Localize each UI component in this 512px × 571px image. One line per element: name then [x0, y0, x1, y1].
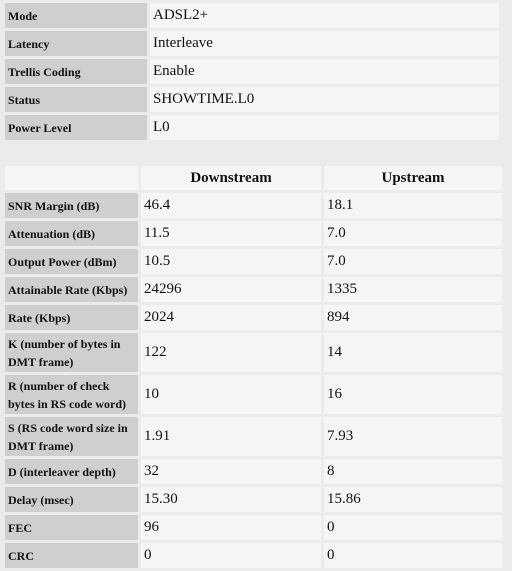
delay-downstream: 15.30 — [141, 487, 321, 512]
trellis-coding-value: Enable — [150, 59, 499, 84]
mode-label: Mode — [5, 3, 147, 28]
stats-row-crc — [5, 543, 502, 568]
k-label: K (number of bytes in DMT frame) — [5, 333, 138, 372]
rate-label: Rate (Kbps) — [5, 305, 138, 330]
rate-upstream: 894 — [324, 305, 502, 330]
interleaver-depth-label: D (interleaver depth) — [5, 459, 138, 484]
attenuation-downstream: 11.5 — [141, 221, 321, 246]
stats-row-snr-margin — [5, 193, 502, 218]
power-level-value: L0 — [150, 115, 499, 140]
fec-downstream: 96 — [141, 515, 321, 540]
stats-row-k — [5, 333, 502, 372]
latency-value: Interleave — [150, 31, 499, 56]
attenuation-upstream: 7.0 — [324, 221, 502, 246]
s-downstream: 1.91 — [141, 417, 321, 456]
crc-downstream: 0 — [141, 543, 321, 568]
stats-row-attenuation — [5, 221, 502, 246]
status-row-mode — [5, 3, 499, 28]
snr-margin-upstream: 18.1 — [324, 193, 502, 218]
status-label: Status — [5, 87, 147, 112]
snr-margin-downstream: 46.4 — [141, 193, 321, 218]
crc-label: CRC — [5, 543, 138, 568]
attenuation-label: Attenuation (dB) — [5, 221, 138, 246]
rate-downstream: 2024 — [141, 305, 321, 330]
crc-upstream: 0 — [324, 543, 502, 568]
mode-value: ADSL2+ — [150, 3, 499, 28]
s-upstream: 7.93 — [324, 417, 502, 456]
interleaver-depth-downstream: 32 — [141, 459, 321, 484]
attainable-rate-downstream: 24296 — [141, 277, 321, 302]
snr-margin-label: SNR Margin (dB) — [5, 193, 138, 218]
stats-row-attainable-rate — [5, 277, 502, 302]
k-upstream: 14 — [324, 333, 502, 372]
s-label: S (RS code word size in DMT frame) — [5, 417, 138, 456]
header-blank-cell — [5, 166, 138, 190]
status-row-trellis-coding — [5, 59, 499, 84]
stats-row-fec — [5, 515, 502, 540]
r-label: R (number of check bytes in RS code word) — [5, 375, 138, 414]
stats-row-rate — [5, 305, 502, 330]
delay-upstream: 15.86 — [324, 487, 502, 512]
k-downstream: 122 — [141, 333, 321, 372]
attainable-rate-label: Attainable Rate (Kbps) — [5, 277, 138, 302]
r-upstream: 16 — [324, 375, 502, 414]
output-power-downstream: 10.5 — [141, 249, 321, 274]
status-row-latency — [5, 31, 499, 56]
output-power-label: Output Power (dBm) — [5, 249, 138, 274]
stats-header-row — [5, 166, 502, 190]
power-level-label: Power Level — [5, 115, 147, 140]
stats-row-output-power — [5, 249, 502, 274]
latency-label: Latency — [5, 31, 147, 56]
fec-label: FEC — [5, 515, 138, 540]
line-status-table — [2, 0, 502, 143]
status-row-status — [5, 87, 499, 112]
status-value: SHOWTIME.L0 — [150, 87, 499, 112]
trellis-coding-label: Trellis Coding — [5, 59, 147, 84]
delay-label: Delay (msec) — [5, 487, 138, 512]
attainable-rate-upstream: 1335 — [324, 277, 502, 302]
stats-row-s — [5, 417, 502, 456]
interleaver-depth-upstream: 8 — [324, 459, 502, 484]
stats-row-r — [5, 375, 502, 414]
stats-row-delay — [5, 487, 502, 512]
stats-row-interleaver-depth — [5, 459, 502, 484]
fec-upstream: 0 — [324, 515, 502, 540]
line-statistics-table — [2, 163, 505, 571]
r-downstream: 10 — [141, 375, 321, 414]
downstream-header: Downstream — [141, 166, 321, 190]
upstream-header: Upstream — [324, 166, 502, 190]
status-row-power-level — [5, 115, 499, 140]
output-power-upstream: 7.0 — [324, 249, 502, 274]
